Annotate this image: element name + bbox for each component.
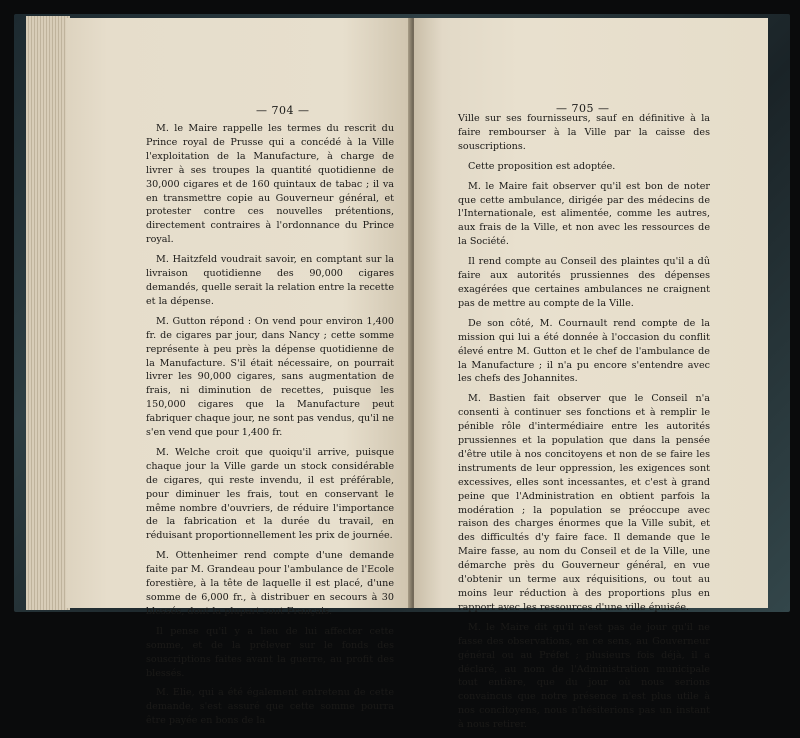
page-number-right: — 705 — — [556, 102, 610, 115]
paragraph: M. Ottenheimer rend compte d'une demande faite par M. Grandeau pour l'ambulance de l'Ecole forestière, à la tête de laquelle il est placé, d'une somme de 6,000 fr., à distribuer en secours à 30 blessés, dont la plupart sont Français. — [146, 550, 394, 617]
right-page — [414, 18, 768, 731]
paragraph: Il rend compte au Conseil des plaintes qu'il a dû faire aux autorités prussiennes des dépenses exagérées que certaines ambulances ne craignent pas de mettre au compte de la Ville. — [458, 256, 710, 309]
paragraph: M. le Maire fait observer qu'il est bon de noter que cette ambulance, dirigée par des médecins de l'Internationale, est alimentée, comme les autres, aux frais de la Ville, et non avec les ressources de la Société. — [458, 180, 710, 248]
paragraph: M. le Maire dit qu'il n'est pas de jour qu'il ne fasse des observations, en ce sens, au Gouverneur général ou au Préfet ; plusieurs fois déjà, il a déclaré, au nom de l'Administration municipale tout entière, que du jour où nous serions convaincus que notre présence n'est plus utile à nos concitoyens, nous n'hésiterions pas un instant à nous retirer. — [458, 621, 710, 731]
paragraph: Il pense qu'il y a lieu de lui affecter cette somme, et de la prélever sur le fonds des souscriptions faites avant la guerre, au profit des blessés. — [146, 625, 394, 679]
left-page — [66, 18, 412, 727]
paragraph: M. Welche croit que quoiqu'il arrive, puisque chaque jour la Ville garde un stock considérable de cigares, qui reste invendu, il est préférable, pour diminuer les frais, tout en conservant le même nombre d'ouvriers, de réduire l'importance de la fabrication et la durée du travail, en réduisant proportionnellement les prix de journée. — [146, 446, 394, 542]
paragraph: Ville sur ses fournisseurs, sauf en définitive à la faire rembourser à la Ville par la caisse des souscriptions. — [458, 113, 710, 152]
paragraph: M. Bastien fait observer que le Conseil n'a consenti à continuer ses fonctions et à remplir le pénible rôle d'intermédiaire entre les autorités prussiennes et la population que dans la pensée d'être utile à nos concitoyens et non de se faire les instruments de leur oppression, les exigences sont excessives, elles sont incessantes, et c'est à grand peine que l'Administration en obtient parfois la modération ; la population se préoccupe avec raison des charges énormes que la Ville subit, et des difficultés d'y faire face. Il demande que le Maire fasse, au nom du Conseil et de la Ville, une démarche près du Gouverneur général, en vue d'obtenir un terme aux réquisitions, ou tout au moins leur réduction à des proportions plus en rapport avec les ressources d'une ville épuisée. — [458, 393, 710, 613]
paragraph: Cette proposition est adoptée. — [468, 160, 616, 172]
paragraph: M. le Maire rappelle les termes du rescrit du Prince royal de Prusse qui a concédé à la Ville l'exploitation de la Manufacture, à charge de livrer à ses troupes la quantité quotidienne de 30,000 cigares et de 160 quintaux de tabac ; il va en transmettre copie au Gouverneur général, et protester contre ces nouvelles prétentions, directement contraires à l'ordonnance du Prince royal. — [146, 123, 394, 246]
page-number-left: — 704 — — [256, 104, 310, 117]
left-page-text — [146, 122, 394, 734]
paragraph: M. Haitzfeld voudrait savoir, en comptant sur la livraison quotidienne des 90,000 cigares demandés, quelle serait la relation entre la recette et la dépense. — [146, 254, 394, 307]
page-edges — [26, 16, 70, 610]
paragraph: De son côté, M. Cournault rend compte de la mission qui lui a été donnée à l'occasion du conflit élevé entre M. Gutton et le chef de l'ambulance de la Manufacture ; il n'a pu encore s'entendre avec les chefs des Johannites. — [458, 317, 710, 385]
right-page-text — [458, 112, 710, 738]
paragraph: M. Elie, qui a été également entretenu de cette demande, s'est assuré que cette somme pourra être payée en bons de la — [146, 687, 394, 727]
paragraph: M. Gutton répond : On vend pour environ 1,400 fr. de cigares par jour, dans Nancy ; cette somme représente à peu près la dépense quotidienne de la Manufacture. S'il était nécessaire, on pourrait livrer les 90,000 cigares, sans augmentation de frais, ni diminution de recettes, puisque les 150,000 cigares que la Manufacture peut fabriquer chaque jour, ne sont pas vendus, qu'il ne s'en vend que pour 1,400 fr. — [146, 315, 394, 439]
